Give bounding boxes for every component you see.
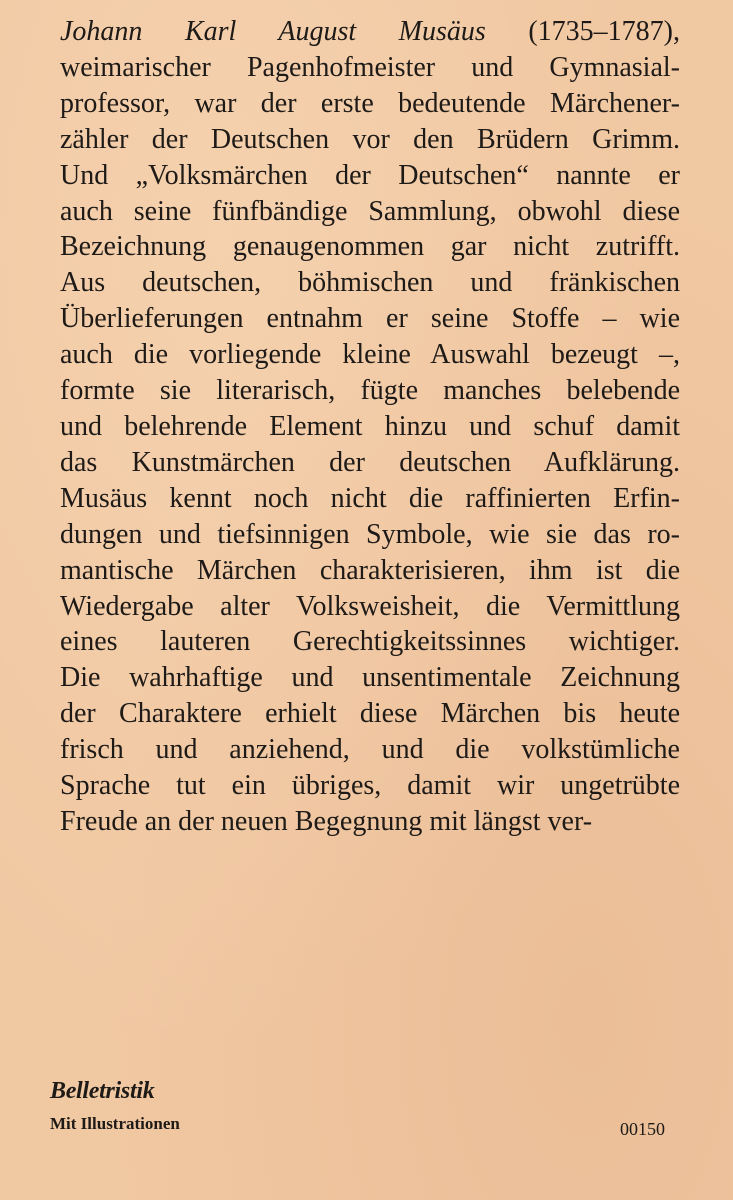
blurb-line: Musäus kennt noch nicht die raffinierten Erfin- (60, 482, 680, 514)
blurb-line: auch seine fünfbändige Sammlung, obwohl diese (60, 195, 680, 227)
blurb-line: Bezeichnung genaugenommen gar nicht zutrifft. (60, 231, 680, 263)
author-dates: (1735–1787), (528, 16, 681, 47)
blurb-line: Wiedergabe alter Volksweisheit, die Vermittlung (60, 590, 680, 622)
blurb-line: Die wahrhaftige und unsentimentale Zeichnung (60, 662, 680, 694)
blurb-line: zähler der Deutschen vor den Brüdern Grimm. (60, 123, 680, 155)
author-name: Johann Karl August Musäus (60, 16, 486, 47)
genre-label: Belletristik (50, 1078, 155, 1104)
blurb-line: das Kunstmärchen der deutschen Aufklärung. (60, 446, 680, 478)
blurb-line: professor, war der erste bedeutende Märchener- (60, 87, 680, 119)
blurb-line: frisch und anziehend, und die volkstümliche (60, 734, 680, 766)
blurb-line: der Charaktere erhielt diese Märchen bis heute (60, 698, 680, 730)
catalog-number: 00150 (620, 1119, 665, 1139)
blurb-line: Freude an der neuen Begegnung mit längst ver- (60, 805, 593, 837)
illustrations-note: Mit Illustrationen (50, 1114, 180, 1133)
blurb-text (60, 14, 680, 840)
blurb-line: dungen und tiefsinnigen Symbole, wie sie das ro- (60, 518, 680, 550)
blurb-line: und belehrende Element hinzu und schuf damit (60, 410, 680, 442)
blurb-line: formte sie literarisch, fügte manches belebende (60, 375, 680, 407)
blurb-line: Aus deutschen, böhmischen und fränkischen (60, 267, 680, 299)
blurb-line: mantische Märchen charakterisieren, ihm ist die (60, 554, 680, 586)
blurb-line: eines lauteren Gerechtigkeitssinnes wichtiger. (60, 626, 680, 658)
blurb-line: Sprache tut ein übriges, damit wir ungetrübte (60, 770, 680, 802)
blurb-line: auch die vorliegende kleine Auswahl bezeugt –, (60, 339, 680, 371)
blurb-line (60, 14, 680, 50)
blurb-line: weimarischer Pagenhofmeister und Gymnasial- (60, 51, 680, 83)
blurb-line: Überlieferungen entnahm er seine Stoffe – wie (60, 303, 680, 335)
blurb-line: Und „Volksmärchen der Deutschen“ nannte er (60, 159, 680, 191)
